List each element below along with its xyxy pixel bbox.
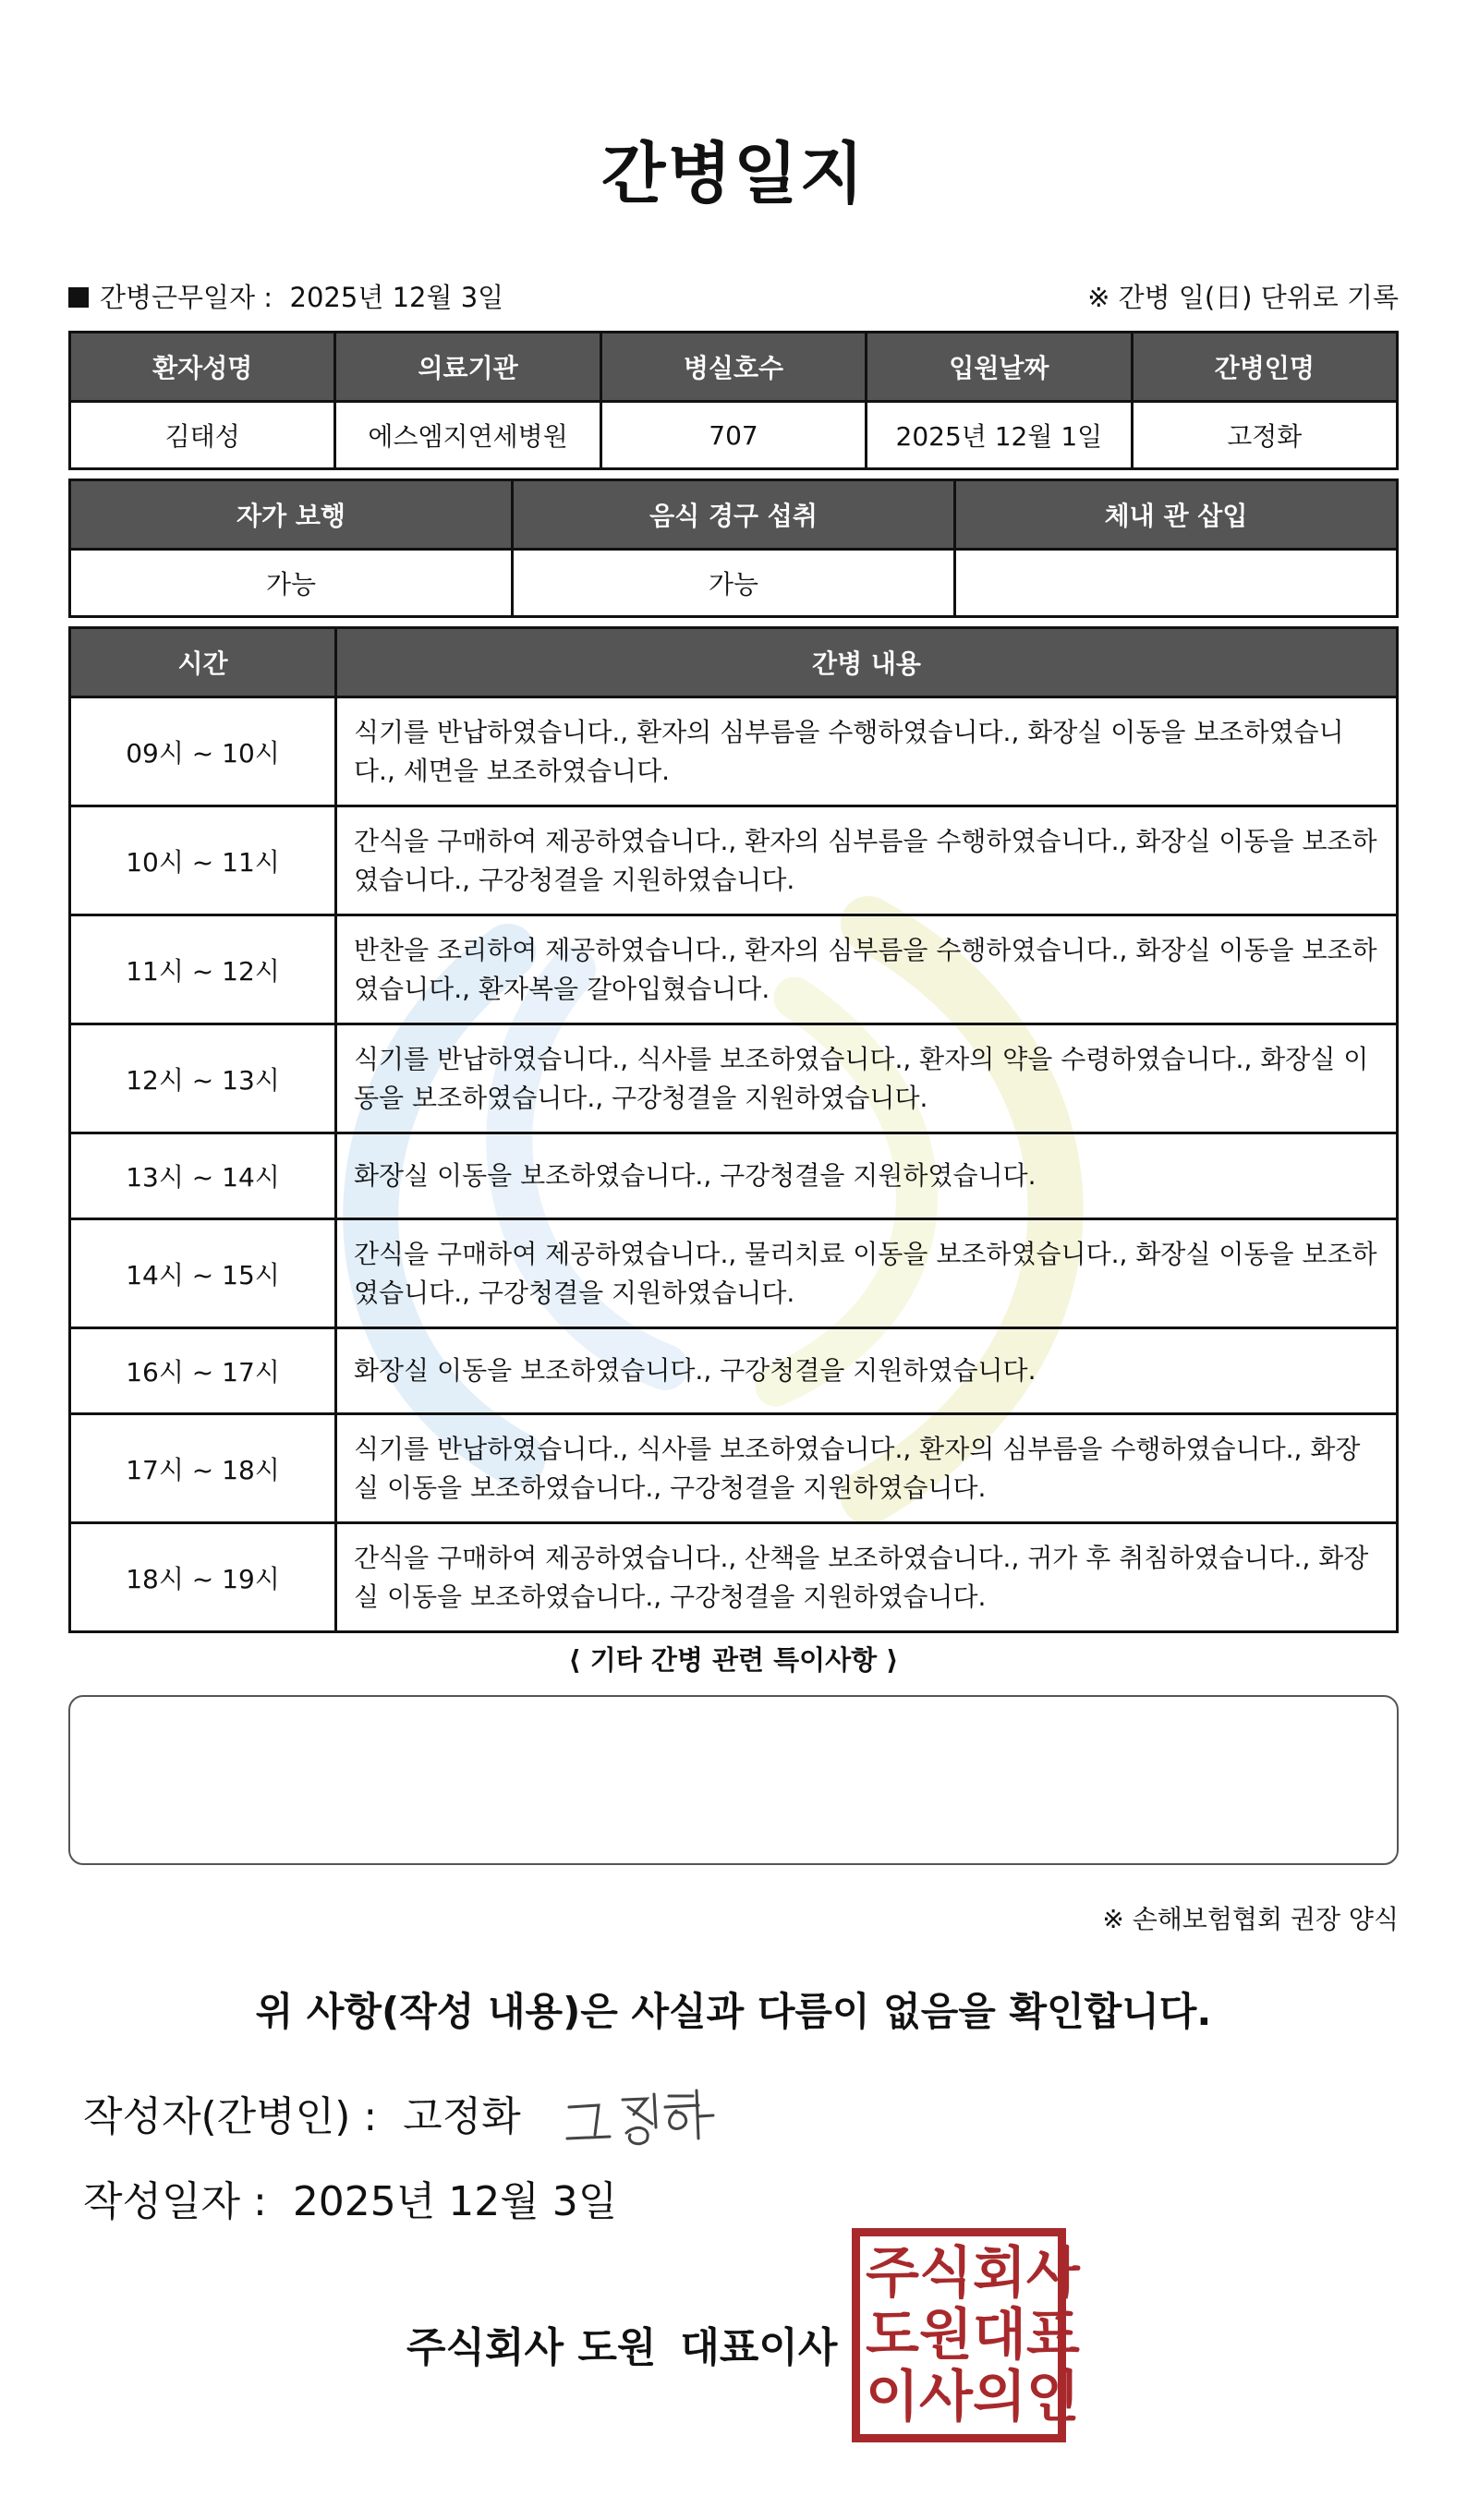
patient-name: 김태성: [70, 402, 335, 469]
square-bullet-icon: [68, 287, 89, 308]
admission-date: 2025년 12월 1일: [867, 402, 1132, 469]
seal-char: 식: [918, 2240, 973, 2306]
header-room: 병실호수: [600, 333, 866, 402]
row-content: 식기를 반납하였습니다., 식사를 보조하였습니다., 환자의 약을 수령하였습니다., 화장실 이동을 보조하였습니다., 구강청결을 지원하였습니다.: [336, 1024, 1398, 1133]
row-content: 간식을 구매하여 제공하였습니다., 물리치료 이동을 보조하였습니다., 화장실 이동을 보조하였습니다., 구강청결을 지원하였습니다.: [336, 1219, 1398, 1328]
table-row: [70, 806, 1398, 915]
header-patient-name: 환자성명: [70, 333, 335, 402]
special-notes-title: ⟨ 기타 간병 관련 특이사항 ⟩: [568, 1644, 899, 1676]
written-date-label: 작성일자 :: [83, 2178, 267, 2225]
header-tube: 체내 관 삽입: [955, 480, 1398, 550]
hospital-name: 에스엠지연세병원: [335, 402, 600, 469]
row-content: 화장실 이동을 보조하였습니다., 구강청결을 지원하였습니다.: [336, 1328, 1398, 1414]
row-content: 반찬을 조리하여 제공하였습니다., 환자의 심부름을 수행하였습니다., 화장실 이동을 보조하였습니다., 환자복을 갈아입혔습니다.: [336, 915, 1398, 1024]
care-log-table: [68, 626, 1399, 1633]
header-oral-intake: 음식 경구 섭취: [513, 480, 955, 550]
seal-char: 대: [972, 2302, 1026, 2368]
header-time: 시간: [70, 628, 336, 697]
seal-char: 원: [918, 2302, 973, 2368]
row-time: 14시 ~ 15시: [70, 1219, 336, 1328]
company-role: 대표이사: [680, 2324, 838, 2371]
patient-info-table: [68, 331, 1399, 470]
work-date-line: 간병근무일자 : 2025년 12월 3일: [68, 277, 503, 315]
table-row: [70, 1523, 1398, 1632]
company-line: [406, 2314, 837, 2373]
header-walking: 자가 보행: [70, 480, 513, 550]
oral-intake-value: 가능: [513, 550, 955, 617]
row-time: 10시 ~ 11시: [70, 806, 336, 915]
work-date-value: 2025년 12월 3일: [289, 282, 504, 313]
row-content: 간식을 구매하여 제공하였습니다., 환자의 심부름을 수행하였습니다., 화장실 이동을 보조하였습니다., 구강청결을 지원하였습니다.: [336, 806, 1398, 915]
table-row: [70, 1219, 1398, 1328]
row-content: 식기를 반납하였습니다., 환자의 심부름을 수행하였습니다., 화장실 이동을 보조하였습니다., 세면을 보조하였습니다.: [336, 697, 1398, 806]
header-caregiver: 간병인명: [1132, 333, 1397, 402]
written-date-value: 2025년 12월 3일: [292, 2178, 618, 2225]
table-row: [70, 1024, 1398, 1133]
tube-value: [955, 550, 1398, 617]
row-time: 18시 ~ 19시: [70, 1523, 336, 1632]
row-time: 13시 ~ 14시: [70, 1133, 336, 1219]
seal-char: 주: [866, 2240, 919, 2306]
row-time: 11시 ~ 12시: [70, 915, 336, 1024]
confirmation-statement: 위 사항(작성 내용)은 사실과 다름이 없음을 확인합니다.: [255, 1989, 1212, 2034]
row-time: 12시 ~ 13시: [70, 1024, 336, 1133]
document-title: 간병일지: [600, 135, 867, 212]
writer-name: 고정화: [403, 2093, 521, 2140]
seal-char: 사: [918, 2365, 973, 2430]
seal-char: 인: [1025, 2365, 1080, 2430]
form-source-note: ※ 손해보험협회 권장 양식: [1102, 1904, 1399, 1934]
unit-note: ※ 간병 일(日) 단위로 기록: [1087, 282, 1399, 313]
seal-char: 사: [1025, 2240, 1080, 2306]
header-care-content: 간병 내용: [336, 628, 1398, 697]
table-row: [70, 1133, 1398, 1219]
writer-label: 작성자(간병인) :: [83, 2093, 378, 2140]
writer-line: [83, 2083, 719, 2151]
row-time: 16시 ~ 17시: [70, 1328, 336, 1414]
header-admission-date: 입원날짜: [867, 333, 1132, 402]
row-content: 간식을 구매하여 제공하였습니다., 산책을 보조하였습니다., 귀가 후 취침하였습니다., 화장실 이동을 보조하였습니다., 구강청결을 지원하였습니다.: [336, 1523, 1398, 1632]
handwritten-signature: [562, 2087, 719, 2151]
seal-char: 회: [972, 2240, 1026, 2306]
table-row: [70, 1328, 1398, 1414]
row-content: 식기를 반납하였습니다., 식사를 보조하였습니다., 환자의 심부름을 수행하였습니다., 화장실 이동을 보조하였습니다., 구강청결을 지원하였습니다.: [336, 1414, 1398, 1523]
caregiver-name: 고정화: [1132, 402, 1397, 469]
seal-char: 도: [866, 2302, 919, 2368]
written-date-line: [83, 2168, 617, 2227]
table-row: [70, 697, 1398, 806]
seal-char: 표: [1025, 2302, 1080, 2368]
company-seal-stamp: [852, 2228, 1080, 2442]
row-time: 09시 ~ 10시: [70, 697, 336, 806]
seal-char: 의: [972, 2365, 1026, 2430]
table-row: [70, 1414, 1398, 1523]
walking-value: 가능: [70, 550, 513, 617]
row-content: 화장실 이동을 보조하였습니다., 구강청결을 지원하였습니다.: [336, 1133, 1398, 1219]
header-hospital: 의료기관: [335, 333, 600, 402]
seal-char: 이: [866, 2365, 919, 2430]
row-time: 17시 ~ 18시: [70, 1414, 336, 1523]
room-number: 707: [600, 402, 866, 469]
work-date-label: 간병근무일자: [100, 282, 256, 313]
table-row: [70, 915, 1398, 1024]
ability-table: [68, 479, 1399, 618]
company-name: 주식회사 도원: [406, 2324, 657, 2371]
special-notes-box: [68, 1695, 1399, 1865]
